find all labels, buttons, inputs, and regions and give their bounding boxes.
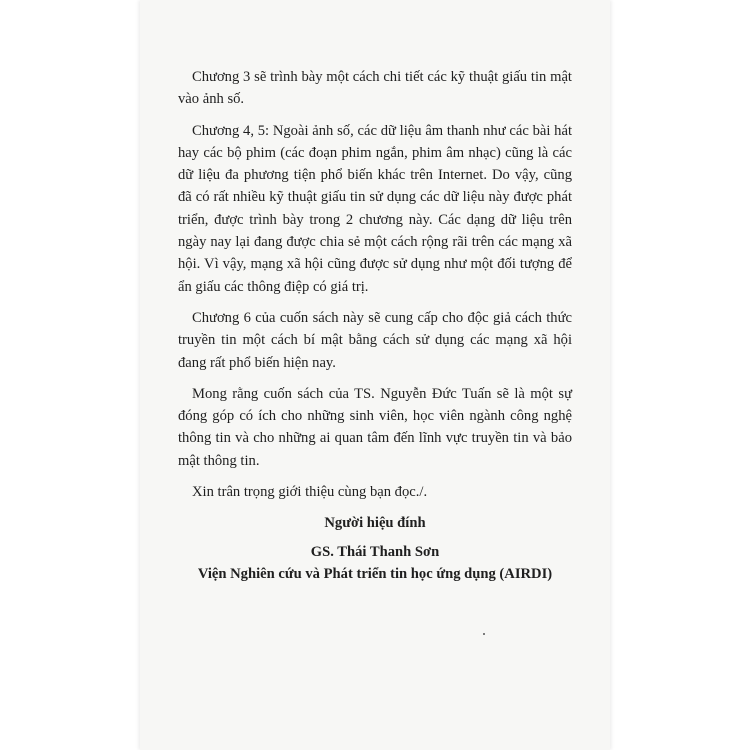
paragraph-introduction: Xin trân trọng giới thiệu cùng bạn đọc./. [192,484,428,501]
paragraph-closing-wish: Mong rằng cuốn sách của TS. Nguyễn Đức Tuấn sẽ là một sự đóng góp có ích cho những sinh viên, học viên ngành công nghệ thông tin và cho những ai quan tâm đến lĩnh vực truyền tin và bảo mật thông tin. [178,385,572,469]
signature-institution: Viện Nghiên cứu và Phát triển tin học ứng dụng (AIRDI) [197,566,553,583]
signature-name: GS. Thái Thanh Sơn [310,543,440,560]
page-content [178,66,572,586]
paragraph-chapter-4-5: Chương 4, 5: Ngoài ảnh số, các dữ liệu âm thanh như các bài hát hay các bộ phim (các đoạn phim ngắn, phim âm nhạc) cũng là các dữ liệu đa phương tiện phổ biến khác trên Internet. Do vậy, cũng đã có rất nhiều kỹ thuật giấu tin sử dụng các dữ liệu này được phát triển, được trình bày trong 2 chương này. Các dạng dữ liệu trên ngày nay lại đang được chia sẻ một cách rộng rãi trên các mạng xã hội. Vì vậy, mạng xã hội cũng được sử dụng như một đối tượng để ẩn giấu các thông điệp có giá trị. [178,122,572,295]
paragraph-chapter-3: Chương 3 sẽ trình bày một cách chi tiết các kỹ thuật giấu tin mật vào ảnh số. [178,69,572,108]
signature-role: Người hiệu đính [324,515,426,532]
book-page [140,0,610,750]
paper-speck [483,633,485,635]
paragraph-chapter-6: Chương 6 của cuốn sách này sẽ cung cấp cho độc giả cách thức truyền tin một cách bí mật bằng cách sử dụng các mạng xã hội đang rất phổ biến hiện nay. [178,309,572,371]
